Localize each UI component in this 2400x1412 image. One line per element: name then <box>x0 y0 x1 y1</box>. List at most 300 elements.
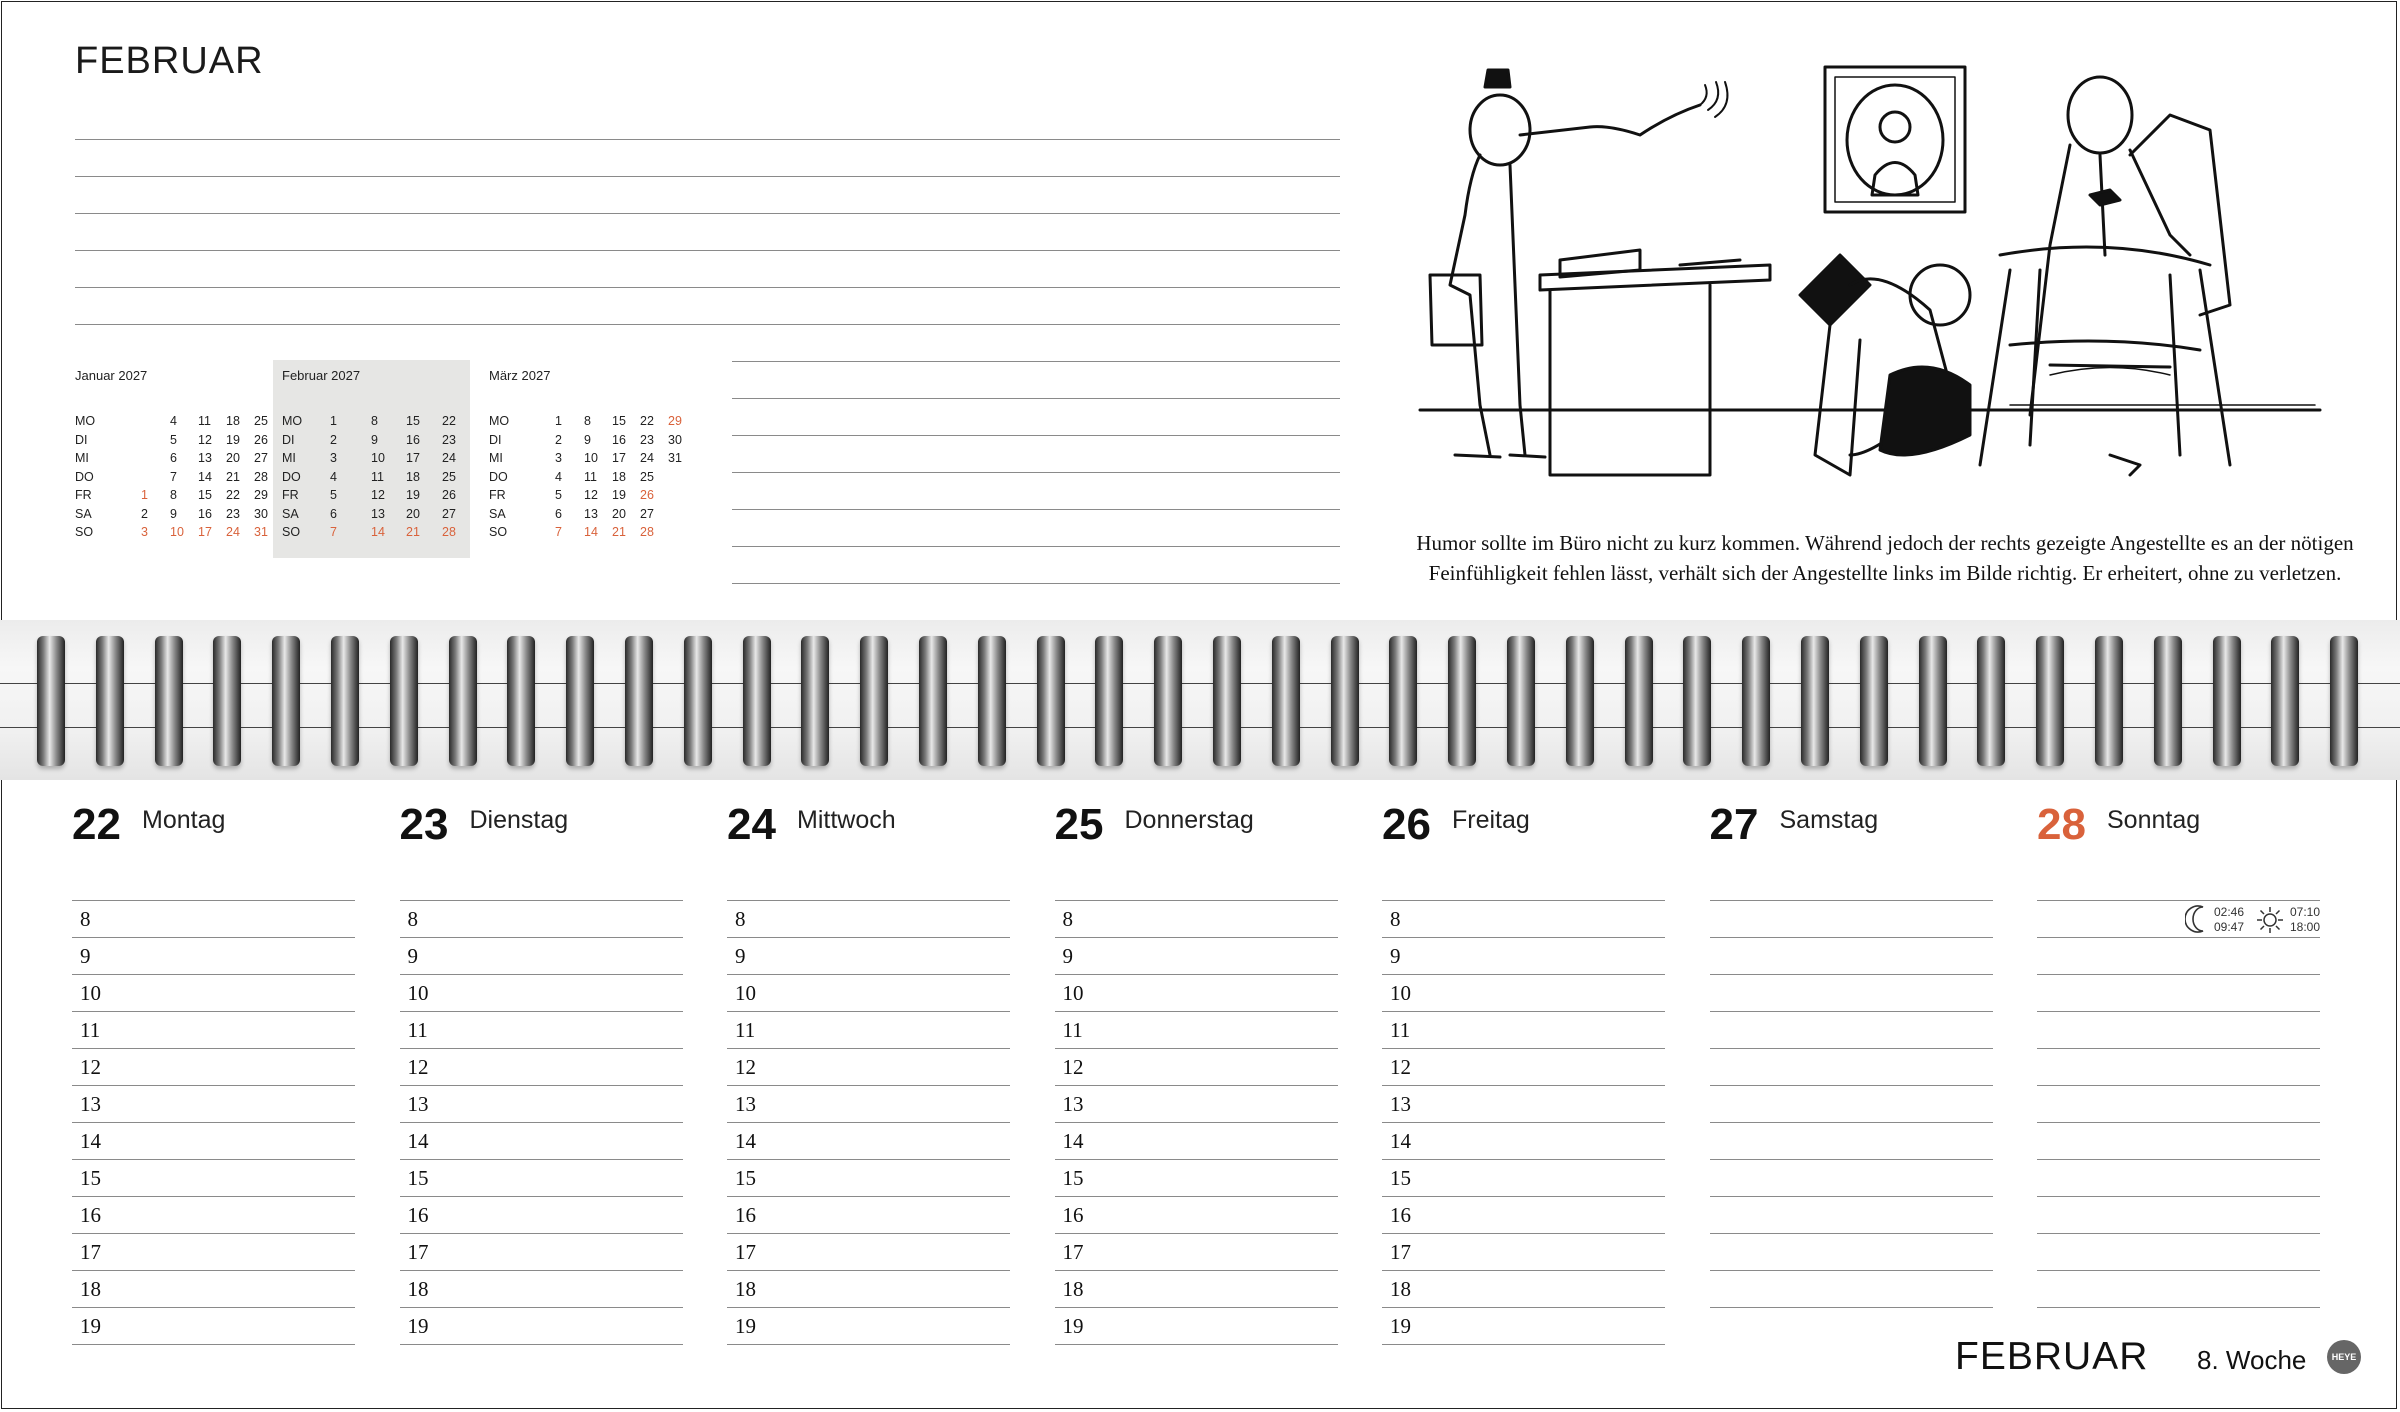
hour-line <box>400 1196 683 1197</box>
hour-line <box>1055 1122 1338 1123</box>
caption-line-1: Humor sollte im Büro nicht zu kurz kommen. Während jedoch der rechts gezeigte Angestellte es an der nötigen <box>1416 531 2354 555</box>
mini-calendar-day: 11 <box>371 469 384 484</box>
mini-calendar-day: 5 <box>330 488 337 502</box>
hour-label: 16 <box>1390 1203 1411 1227</box>
mini-calendar-day: 26 <box>640 488 654 502</box>
hour-label: 18 <box>407 1277 429 1301</box>
mini-calendar-day: 28 <box>442 525 456 539</box>
mini-calendar-day: 19 <box>406 488 420 502</box>
weekday-label: MO <box>75 414 96 428</box>
hour-line <box>727 1344 1010 1345</box>
mini-calendar-day: 15 <box>198 488 212 502</box>
hour-label: 17 <box>80 1240 101 1264</box>
hour-label: 16 <box>80 1203 101 1227</box>
mini-calendar-row <box>282 433 477 450</box>
hour-line <box>400 974 683 975</box>
mini-calendar-day: 13 <box>584 506 598 521</box>
hour-label: 8 <box>1390 907 1401 931</box>
weekday-label: SA <box>282 506 299 521</box>
hour-label: 9 <box>1062 944 1073 968</box>
mini-calendar-row <box>489 488 684 505</box>
hour-label: 11 <box>407 1018 428 1042</box>
mini-calendar-day: 31 <box>254 525 268 539</box>
spiral-ring <box>1977 636 2005 766</box>
month-title: FEBRUAR <box>75 40 264 82</box>
hour-line <box>2037 1122 2320 1123</box>
mini-calendar-day: 30 <box>668 432 682 447</box>
hour-line <box>727 900 1010 901</box>
hour-line <box>1710 974 1993 975</box>
mini-calendar-title: März 2027 <box>489 368 551 383</box>
hour-label: 13 <box>80 1092 101 1116</box>
mini-calendar-day: 17 <box>612 451 626 465</box>
weekday-label: FR <box>282 488 299 502</box>
weekday-label: MI <box>282 451 296 465</box>
hour-label: 10 <box>1062 981 1084 1005</box>
weekday-label: DI <box>75 432 88 447</box>
hour-line <box>1382 974 1665 975</box>
mini-calendar-day: 22 <box>226 488 240 502</box>
weekday-label: SO <box>282 525 301 539</box>
hour-line <box>727 1233 1010 1234</box>
mini-calendar-day: 23 <box>442 432 456 447</box>
hour-line <box>727 1307 1010 1308</box>
spiral-ring <box>449 636 477 766</box>
hour-line <box>72 1233 355 1234</box>
weekday-label: DI <box>282 432 295 447</box>
hour-label: 15 <box>1062 1166 1084 1190</box>
spiral-ring <box>860 636 888 766</box>
day-name: Montag <box>142 806 226 834</box>
hour-line <box>1710 1159 1993 1160</box>
weekday-label: SA <box>489 506 506 521</box>
hour-line <box>400 1344 683 1345</box>
hour-label: 16 <box>1062 1203 1084 1227</box>
hour-label: 8 <box>407 907 418 931</box>
mini-calendar-day: 1 <box>330 414 337 428</box>
hour-label: 17 <box>1390 1240 1411 1264</box>
spiral-ring <box>390 636 418 766</box>
spiral-ring <box>2154 636 2182 766</box>
hour-line <box>72 900 355 901</box>
hour-label: 10 <box>407 981 429 1005</box>
hour-line <box>1382 1122 1665 1123</box>
hour-line <box>1710 1307 1993 1308</box>
hour-label: 15 <box>1390 1166 1411 1190</box>
weekday-label: SO <box>489 525 508 539</box>
mini-calendar-day: 22 <box>442 414 456 428</box>
hour-line <box>1382 1159 1665 1160</box>
hour-label: 15 <box>407 1166 429 1190</box>
spiral-ring <box>213 636 241 766</box>
mini-calendar-day: 20 <box>612 506 626 521</box>
spiral-ring <box>566 636 594 766</box>
hour-label: 11 <box>1390 1018 1411 1042</box>
spiral-ring <box>684 636 712 766</box>
hour-label: 13 <box>1390 1092 1411 1116</box>
spiral-ring <box>1095 636 1123 766</box>
mini-calendar-day: 21 <box>406 525 420 539</box>
mini-calendar-row <box>489 507 684 524</box>
weekday-label: DO <box>282 469 301 484</box>
mini-calendar-day: 30 <box>254 506 268 521</box>
mini-calendar-row <box>75 507 270 524</box>
mini-calendar-day: 10 <box>371 451 385 465</box>
hour-line <box>72 1307 355 1308</box>
hour-label: 11 <box>1062 1018 1083 1042</box>
hour-line <box>72 1159 355 1160</box>
hour-line <box>1382 1233 1665 1234</box>
hour-line <box>72 937 355 938</box>
weekday-label: DO <box>75 469 94 484</box>
sun-moon-times <box>2185 902 2325 938</box>
spiral-ring <box>1507 636 1535 766</box>
mini-calendar-day: 9 <box>371 432 378 447</box>
mini-calendar-day: 9 <box>584 432 591 447</box>
mini-calendar-row <box>75 414 270 431</box>
mini-calendar-row <box>282 414 477 431</box>
office-cartoon-illustration <box>1410 55 2330 495</box>
mini-calendar-day: 16 <box>198 506 212 521</box>
mini-calendar-day: 1 <box>555 414 562 428</box>
caption-line-2: Feinfühligkeit fehlen lässt, verhält sich der Angestellte links im Bilde richtig. Er erheitert, ohne zu verletzen. <box>1428 561 2342 585</box>
hour-line <box>400 1307 683 1308</box>
day-name: Sonntag <box>2107 806 2201 834</box>
spiral-ring <box>2036 636 2064 766</box>
hour-line <box>1055 1344 1338 1345</box>
mini-calendar-title: Januar 2027 <box>75 368 148 383</box>
hour-label: 19 <box>1390 1314 1411 1338</box>
hour-line <box>1055 1048 1338 1049</box>
mini-calendar <box>282 368 477 558</box>
mini-calendar-row <box>489 414 684 431</box>
hour-label: 12 <box>80 1055 101 1079</box>
hour-label: 14 <box>407 1129 429 1153</box>
weekday-label: SA <box>75 506 92 521</box>
mini-calendar-day: 18 <box>406 469 420 484</box>
heye-logo: HEYE <box>2327 1340 2361 1374</box>
hour-line <box>400 1270 683 1271</box>
mini-calendar-day: 24 <box>226 525 240 539</box>
mini-calendar-day: 4 <box>330 469 337 484</box>
mini-calendar-day: 10 <box>584 451 598 465</box>
mini-calendar-day: 19 <box>226 432 240 447</box>
spiral-ring <box>1801 636 1829 766</box>
mini-calendar-day: 15 <box>406 414 420 428</box>
mini-calendar-day: 16 <box>612 432 626 447</box>
mini-calendar-title: Februar 2027 <box>282 368 361 383</box>
note-line <box>75 287 1340 288</box>
mini-calendar-day: 27 <box>640 506 654 521</box>
hour-line <box>1710 1196 1993 1197</box>
note-line <box>75 176 1340 177</box>
mini-calendar-day: 25 <box>254 414 268 428</box>
spiral-ring <box>1625 636 1653 766</box>
hour-label: 15 <box>735 1166 756 1190</box>
hour-line <box>72 1085 355 1086</box>
hour-line <box>72 1122 355 1123</box>
hour-line <box>400 900 683 901</box>
mini-calendar-day: 6 <box>330 506 337 521</box>
spiral-ring <box>919 636 947 766</box>
hour-line <box>1055 974 1338 975</box>
mini-calendar-row <box>75 525 270 542</box>
spiral-ring <box>1272 636 1300 766</box>
hour-line <box>727 974 1010 975</box>
hour-line <box>1055 1196 1338 1197</box>
mini-calendar-day: 29 <box>668 414 682 428</box>
hour-label: 12 <box>1390 1055 1411 1079</box>
hour-line <box>72 1196 355 1197</box>
hour-line <box>727 937 1010 938</box>
mini-calendar-day: 18 <box>612 469 626 484</box>
hour-label: 8 <box>735 907 746 931</box>
hour-line <box>1382 1196 1665 1197</box>
note-line <box>732 398 1340 399</box>
crescent-moon-icon <box>2185 904 2211 934</box>
day-number: 25 <box>1054 800 1104 849</box>
spiral-ring <box>1566 636 1594 766</box>
weekday-label: MI <box>489 451 503 465</box>
mini-calendar-day: 5 <box>555 488 562 502</box>
hour-label: 17 <box>407 1240 429 1264</box>
hour-label: 19 <box>80 1314 101 1338</box>
hour-label: 16 <box>735 1203 756 1227</box>
hour-line <box>1382 937 1665 938</box>
hour-label: 10 <box>1390 981 1411 1005</box>
mini-calendar-row <box>75 470 270 487</box>
mini-calendar-day: 13 <box>198 451 212 465</box>
mini-calendar-day: 29 <box>254 488 268 502</box>
hour-label: 18 <box>1390 1277 1411 1301</box>
hour-line <box>727 1159 1010 1160</box>
spiral-ring <box>2330 636 2358 766</box>
note-line <box>732 361 1340 362</box>
mini-calendar-day: 26 <box>442 488 456 502</box>
hour-line <box>72 974 355 975</box>
hour-line <box>1382 1307 1665 1308</box>
hour-line <box>727 1196 1010 1197</box>
hour-line <box>1710 1270 1993 1271</box>
spiral-ring <box>96 636 124 766</box>
spiral-ring <box>1742 636 1770 766</box>
mini-calendar-day: 7 <box>170 469 177 484</box>
sun-icon <box>2255 905 2285 935</box>
day-number: 22 <box>72 800 121 849</box>
hour-line <box>1382 900 1665 901</box>
mini-calendar-row <box>75 451 270 468</box>
mini-calendar-day: 22 <box>640 414 654 428</box>
weekday-label: SO <box>75 525 94 539</box>
day-name: Donnerstag <box>1124 806 1254 834</box>
hour-label: 8 <box>1062 907 1073 931</box>
hour-line <box>400 1159 683 1160</box>
hour-label: 15 <box>80 1166 101 1190</box>
moon-rise-time: 02:46 <box>2214 905 2245 919</box>
spiral-ring <box>2095 636 2123 766</box>
hour-line <box>727 1122 1010 1123</box>
footer-month: FEBRUAR <box>1955 1335 2149 1378</box>
hour-line <box>1710 1011 1993 1012</box>
hour-label: 16 <box>407 1203 429 1227</box>
note-line <box>732 435 1340 436</box>
week-number: 8. Woche <box>2197 1345 2307 1375</box>
mini-calendar <box>75 368 270 558</box>
mini-calendar-day: 6 <box>555 506 562 521</box>
note-line <box>732 472 1340 473</box>
spiral-ring <box>331 636 359 766</box>
hour-line <box>72 1011 355 1012</box>
mini-calendar-day: 19 <box>612 488 626 502</box>
mini-calendar-day: 6 <box>170 451 177 465</box>
hour-label: 17 <box>735 1240 756 1264</box>
mini-calendar-day: 23 <box>226 506 240 521</box>
spiral-ring <box>625 636 653 766</box>
sun-set-time: 18:00 <box>2290 920 2321 934</box>
mini-calendar-day: 14 <box>371 525 385 539</box>
spiral-ring <box>743 636 771 766</box>
spiral-ring <box>978 636 1006 766</box>
hour-line <box>1710 937 1993 938</box>
weekday-label: FR <box>489 488 506 502</box>
mini-calendar-day: 21 <box>612 525 626 539</box>
hour-line <box>1055 1307 1338 1308</box>
hour-line <box>1382 1270 1665 1271</box>
hour-line <box>72 1048 355 1049</box>
spiral-ring <box>2271 636 2299 766</box>
day-number: 26 <box>1382 800 1431 849</box>
mini-calendar-day: 16 <box>406 432 420 447</box>
hour-line <box>2037 900 2320 901</box>
hour-label: 14 <box>80 1129 101 1153</box>
note-line <box>75 250 1340 251</box>
hour-line <box>400 1122 683 1123</box>
hour-line <box>2037 1233 2320 1234</box>
mini-calendar-day: 24 <box>640 451 654 465</box>
mini-calendar-day: 12 <box>198 432 212 447</box>
mini-calendar-day: 18 <box>226 414 240 428</box>
spiral-ring <box>1448 636 1476 766</box>
hour-label: 19 <box>1062 1314 1084 1338</box>
spiral-ring <box>1389 636 1417 766</box>
hour-line <box>400 1085 683 1086</box>
mini-calendar-day: 8 <box>170 488 177 502</box>
spiral-ring <box>1860 636 1888 766</box>
hour-label: 18 <box>1062 1277 1084 1301</box>
mini-calendar-row <box>75 433 270 450</box>
spiral-ring <box>1154 636 1182 766</box>
mini-calendar-row <box>75 488 270 505</box>
spiral-ring <box>1037 636 1065 766</box>
hour-line <box>727 1270 1010 1271</box>
hour-line <box>1382 1085 1665 1086</box>
hour-line <box>2037 1196 2320 1197</box>
hour-label: 13 <box>407 1092 429 1116</box>
spiral-ring <box>2213 636 2241 766</box>
mini-calendar-day: 13 <box>371 506 385 521</box>
mini-calendar-day: 8 <box>371 414 378 428</box>
hour-line <box>727 1011 1010 1012</box>
weekday-label: DO <box>489 469 508 484</box>
hour-line <box>1055 1233 1338 1234</box>
hour-line <box>400 937 683 938</box>
mini-calendar-day: 26 <box>254 432 268 447</box>
hour-line <box>1055 937 1338 938</box>
hour-label: 10 <box>735 981 756 1005</box>
spiral-ring <box>155 636 183 766</box>
mini-calendar-day: 12 <box>371 488 385 502</box>
mini-calendar-day: 20 <box>226 451 240 465</box>
hour-label: 14 <box>1390 1129 1411 1153</box>
mini-calendar-row <box>489 470 684 487</box>
day-name: Samstag <box>1779 806 1879 834</box>
spiral-ring <box>507 636 535 766</box>
hour-label: 19 <box>735 1314 756 1338</box>
mini-calendar-row <box>489 525 684 542</box>
hour-line <box>2037 974 2320 975</box>
mini-calendar-day: 27 <box>254 451 268 465</box>
hour-line <box>1055 1159 1338 1160</box>
sun-rise-time: 07:10 <box>2290 905 2321 919</box>
mini-calendar-day: 21 <box>226 469 240 484</box>
hour-line <box>1055 1085 1338 1086</box>
mini-calendar-day: 7 <box>330 525 337 539</box>
hour-line <box>1382 1344 1665 1345</box>
cartoon-caption <box>1395 528 2375 588</box>
mini-calendar-day: 8 <box>584 414 591 428</box>
hour-label: 13 <box>735 1092 756 1116</box>
spiral-ring <box>801 636 829 766</box>
note-line <box>732 509 1340 510</box>
hour-line <box>1055 1270 1338 1271</box>
hour-label: 9 <box>1390 944 1401 968</box>
mini-calendar-day: 3 <box>141 525 148 539</box>
note-line <box>75 324 1340 325</box>
weekday-label: MI <box>75 451 89 465</box>
mini-calendar-day: 9 <box>170 506 177 521</box>
day-name: Freitag <box>1452 806 1530 834</box>
mini-calendar-row <box>282 507 477 524</box>
mini-calendar-day: 7 <box>555 525 562 539</box>
mini-calendar-day: 1 <box>141 488 148 502</box>
weekday-label: DI <box>489 432 502 447</box>
mini-calendar-day: 31 <box>668 451 682 465</box>
mini-calendar-day: 24 <box>442 451 456 465</box>
mini-calendar-day: 14 <box>584 525 598 539</box>
hour-label: 11 <box>80 1018 101 1042</box>
mini-calendar-day: 2 <box>330 432 337 447</box>
hour-label: 19 <box>407 1314 429 1338</box>
hour-line <box>2037 1307 2320 1308</box>
hour-line <box>2037 1159 2320 1160</box>
hour-line <box>1710 1048 1993 1049</box>
hour-line <box>2037 1048 2320 1049</box>
hour-line <box>1055 900 1338 901</box>
day-number: 24 <box>727 800 776 849</box>
mini-calendar-day: 28 <box>640 525 654 539</box>
mini-calendar-day: 28 <box>254 469 268 484</box>
hour-line <box>72 1270 355 1271</box>
hour-label: 9 <box>407 944 418 968</box>
hour-label: 11 <box>735 1018 756 1042</box>
weekday-label: MO <box>282 414 303 428</box>
hour-label: 10 <box>80 981 101 1005</box>
spiral-ring <box>37 636 65 766</box>
mini-calendar-row <box>282 488 477 505</box>
mini-calendar-row <box>489 433 684 450</box>
spiral-ring <box>272 636 300 766</box>
note-line <box>75 139 1340 140</box>
